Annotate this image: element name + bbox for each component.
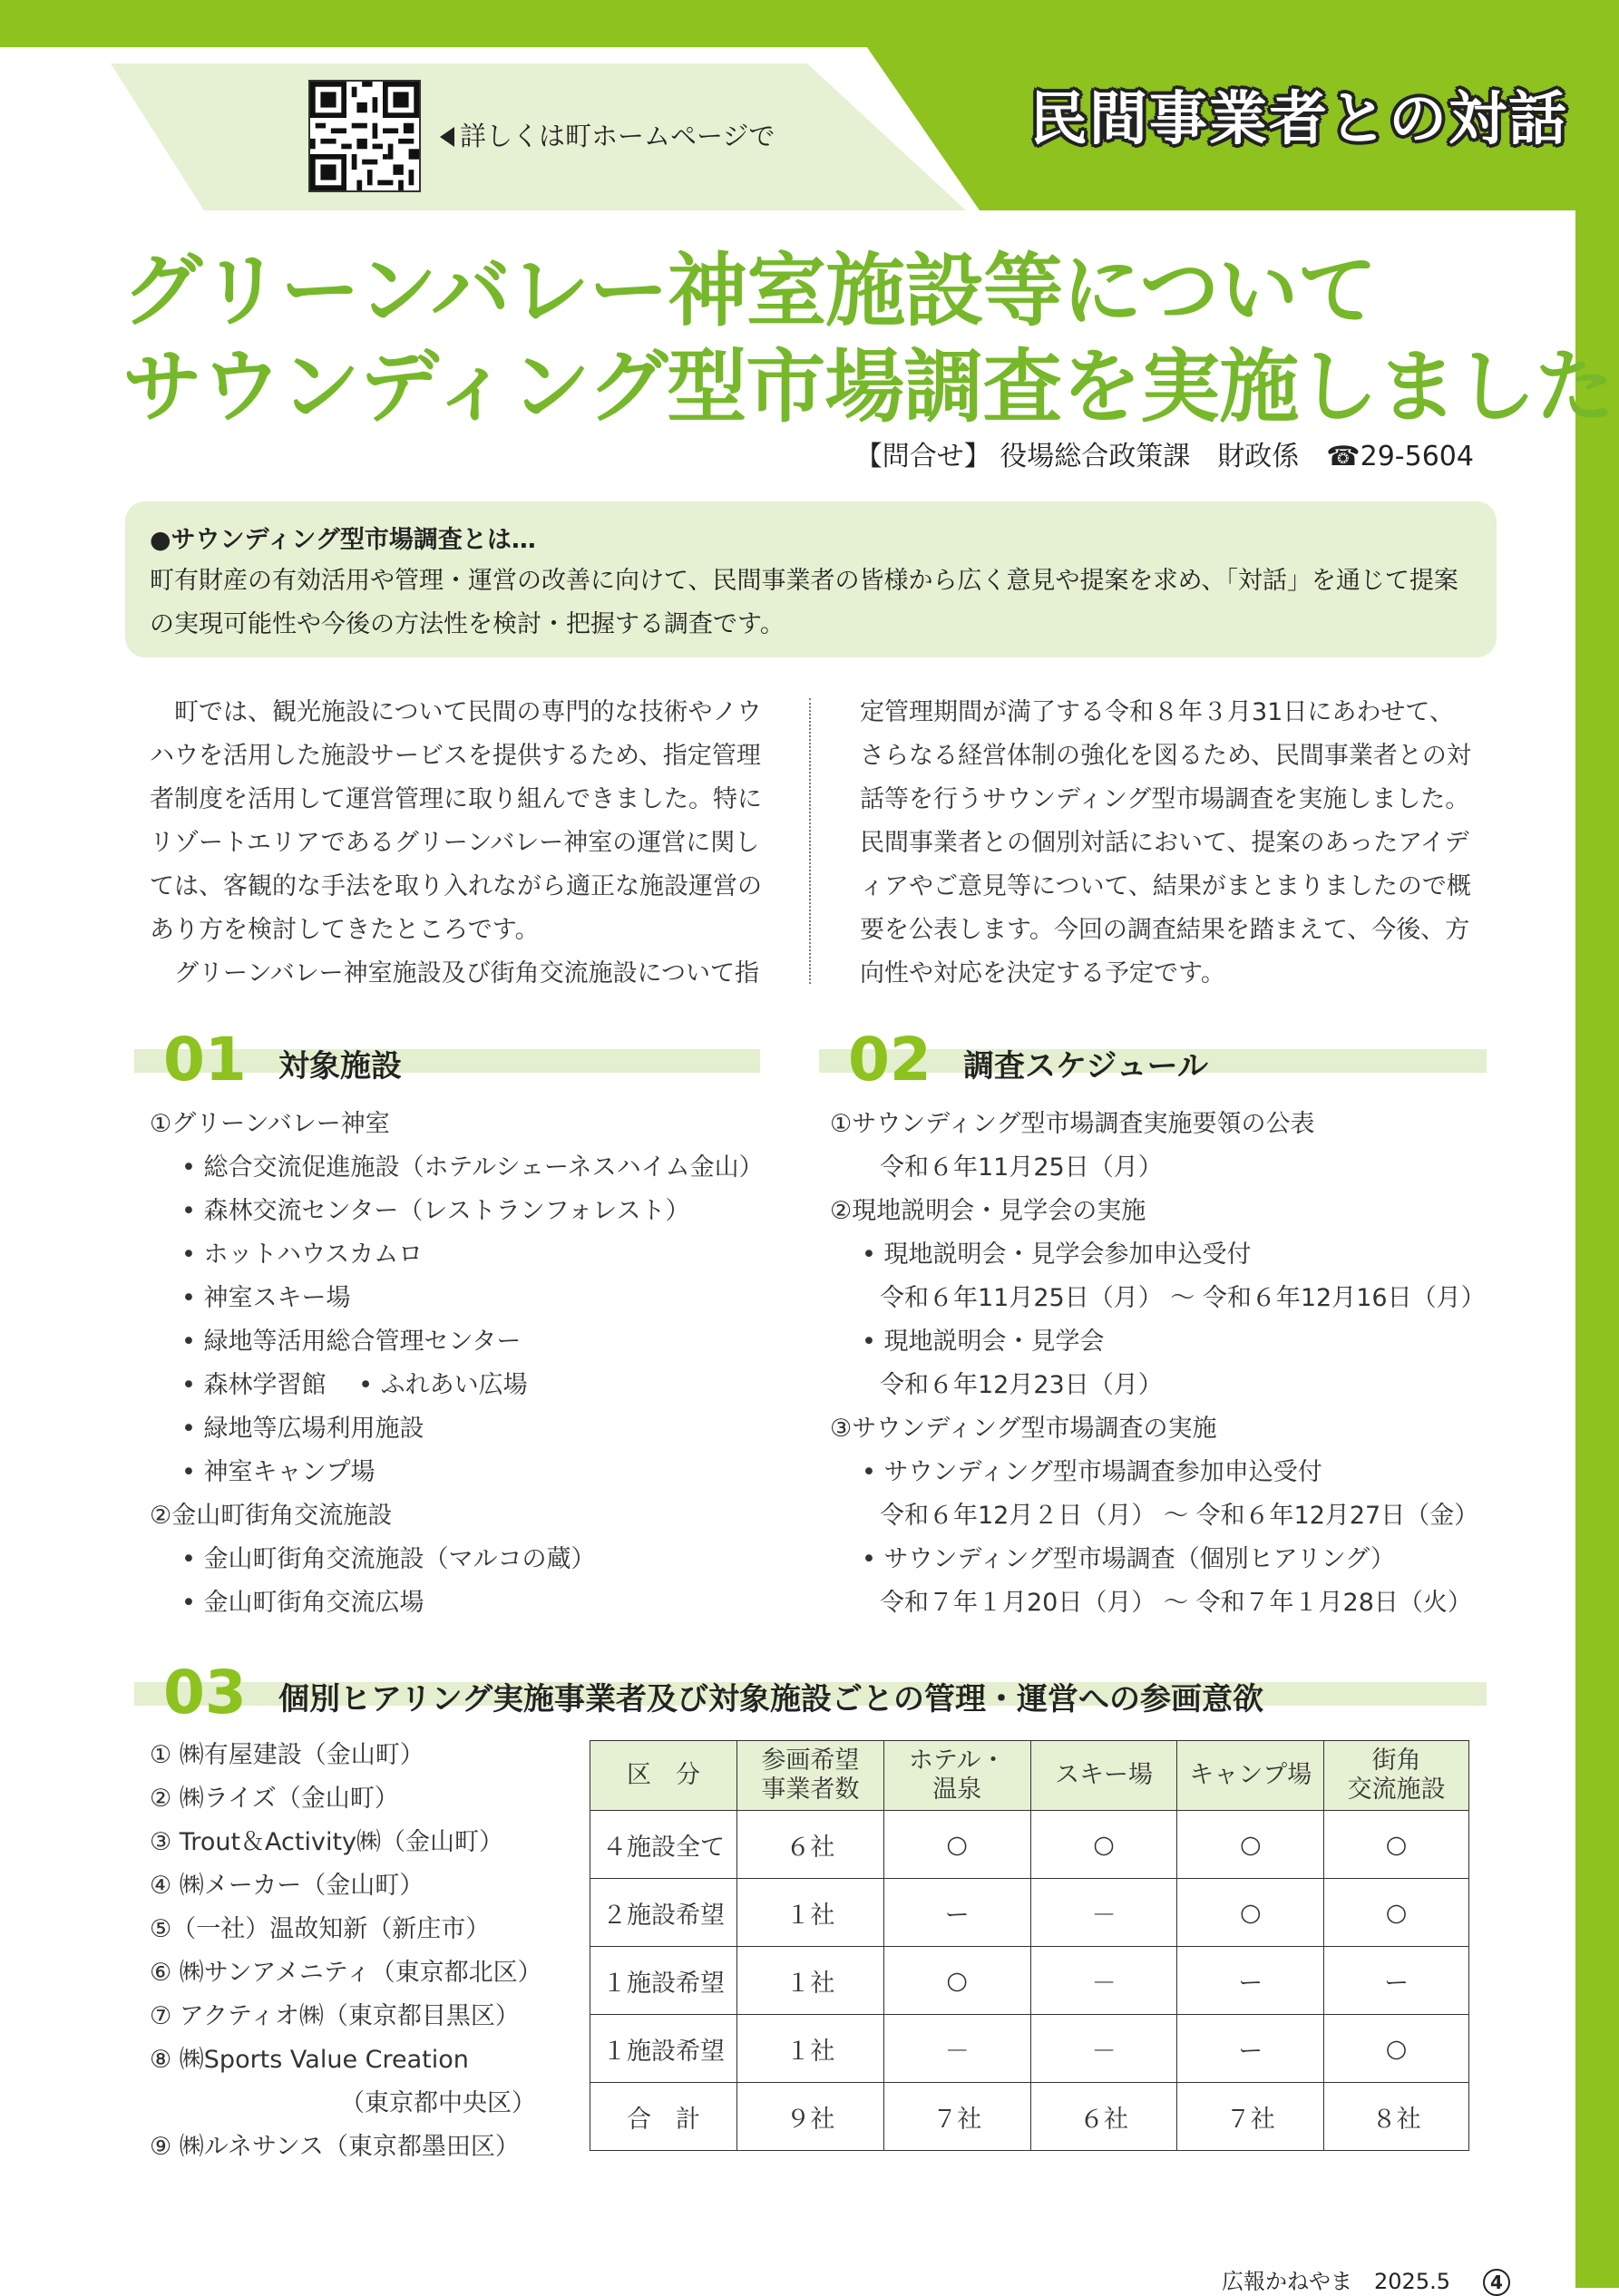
table-cell: －: [1030, 2015, 1177, 2083]
table-cell: ６社: [736, 1811, 883, 1879]
table-cell: １社: [736, 1879, 883, 1947]
body-line: さらなる経営体制の強化を図るため、民間事業者との対: [860, 742, 1471, 770]
table-row: [590, 2083, 1469, 2151]
facility-item: • 神室スキー場: [181, 1284, 351, 1312]
schedule-item: ②現地説明会・見学会の実施: [830, 1197, 1146, 1225]
table-cell: ８社: [1324, 2083, 1469, 2151]
table-header-text: 街角: [1371, 1746, 1421, 1775]
table-header-text: 温泉: [932, 1776, 982, 1804]
facility-item: • 神室キャンプ場: [181, 1458, 375, 1486]
company-item: （東京都中央区）: [340, 2089, 536, 2117]
table-header-text: ホテル・: [908, 1746, 1006, 1775]
column-divider: [809, 698, 811, 984]
table-header-row: [590, 1741, 1469, 1811]
schedule-list: [830, 1103, 1486, 1625]
schedule-item: • 現地説明会・見学会参加申込受付: [862, 1240, 1252, 1269]
table-header-cell: [590, 1741, 737, 1811]
body-line: 話等を行うサウンディング型市場調査を実施しました。: [860, 785, 1470, 813]
table-cell: －: [883, 2015, 1030, 2083]
section-1-title: 対象施設: [278, 1048, 402, 1085]
table-header-text: 参画希望: [761, 1746, 860, 1775]
table-row: [590, 1879, 1469, 1947]
facility-item: • 森林交流センター（レストランフォレスト）: [181, 1197, 690, 1225]
body-line: 向性や対応を決定する予定です。: [860, 959, 1225, 987]
company-item: ④ ㈱メーカー（金山町）: [150, 1872, 424, 1900]
table-cell: ７社: [883, 2083, 1030, 2151]
title-line-2: サウンディング型市場調査を実施しました: [122, 340, 1614, 433]
table-header-text: スキー場: [1055, 1761, 1154, 1789]
schedule-item: ③サウンディング型市場調査の実施: [830, 1415, 1217, 1443]
schedule-item: 令和６年12月23日（月）: [880, 1371, 1163, 1399]
facility-item: • 緑地等活用総合管理センター: [181, 1328, 522, 1356]
body-line: ハウを活用した施設サービスを提供するため、指定管理: [150, 742, 761, 770]
table-cell: ２施設希望: [590, 1879, 737, 1947]
table-cell: ○: [883, 1947, 1030, 2015]
body-line: グリーンバレー神室施設及び街角交流施設について指: [150, 959, 760, 987]
table-cell: ○: [1324, 1879, 1469, 1947]
schedule-item: • サウンディング型市場調査参加申込受付: [862, 1458, 1322, 1486]
body-line: 町では、観光施設について民間の専門的な技術やノウ: [150, 698, 762, 726]
schedule-item: 令和６年11月25日（月） ～ 令和６年12月16日（月）: [880, 1284, 1486, 1312]
intro-line: の実現可能性や今後の方法性を検討・把握する調査です。: [150, 610, 785, 638]
section-2-number: 02: [848, 1025, 931, 1094]
table-cell: －: [1030, 1879, 1177, 1947]
company-item: ② ㈱ライズ（金山町）: [150, 1785, 399, 1813]
table-cell: ７社: [1177, 2083, 1324, 2151]
table-header-cell: [1177, 1741, 1324, 1811]
table-header-text: 区 分: [626, 1761, 700, 1789]
facility-item: • 緑地等広場利用施設: [181, 1415, 424, 1443]
table-cell: 合 計: [590, 2083, 737, 2151]
company-item: ③ Trout＆Activity㈱（金山町）: [150, 1828, 504, 1856]
table-row: [590, 1947, 1469, 2015]
table-cell: ○: [1177, 1811, 1324, 1879]
table-cell: ○: [1030, 1811, 1177, 1879]
table-header-cell: [1030, 1741, 1177, 1811]
table-cell: ６社: [1030, 2083, 1177, 2151]
facility-item: • 総合交流促進施設（ホテルシェーネスハイム金山）: [181, 1153, 764, 1182]
schedule-item: 令和６年11月25日（月）: [880, 1153, 1163, 1182]
facility-item: • 金山町街角交流施設（マルコの蔵）: [181, 1545, 596, 1573]
page-footer: [1222, 2263, 1510, 2296]
body-column-right: [860, 691, 1471, 996]
table-cell: ー: [1324, 1947, 1469, 2015]
body-line: 定管理期間が満了する令和８年３月31日にあわせて、: [860, 698, 1454, 726]
table-cell: ○: [1324, 1811, 1469, 1879]
table-cell: －: [1030, 1947, 1177, 2015]
qr-code-icon[interactable]: [308, 80, 421, 192]
section-1-number: 01: [163, 1025, 247, 1094]
schedule-item: • サウンディング型市場調査（個別ヒアリング）: [862, 1545, 1395, 1573]
company-item: ⑨ ㈱ルネサンス（東京都墨田区）: [150, 2133, 520, 2161]
body-line: リゾートエリアであるグリーンバレー神室の運営に関し: [150, 829, 760, 857]
table-header-text: 交流施設: [1347, 1776, 1446, 1804]
body-line: 要を公表します。今回の調査結果を踏まえて、今後、方: [860, 916, 1470, 944]
facility-item: ②金山町街角交流施設: [150, 1502, 393, 1530]
facility-item: • 金山町街角交流広場: [181, 1589, 424, 1617]
body-column-left: [150, 691, 762, 996]
company-item: ① ㈱有屋建設（金山町）: [150, 1741, 424, 1769]
qr-note-text: 詳しくは町ホームページで: [460, 121, 775, 151]
company-item: ⑤（一社）温故知新（新庄市）: [150, 1915, 491, 1943]
schedule-item: ①サウンディング型市場調査実施要領の公表: [830, 1110, 1315, 1138]
body-line: 民間事業者との個別対話において、提案のあったアイデ: [860, 829, 1469, 857]
schedule-item: 令和６年12月２日（月） ～ 令和６年12月27日（金）: [880, 1502, 1479, 1530]
table-cell: ○: [1324, 2015, 1469, 2083]
table-row: [590, 1811, 1469, 1879]
facility-item: ①グリーンバレー神室: [150, 1110, 390, 1138]
table-cell: ー: [883, 1879, 1030, 1947]
schedule-item: • 現地説明会・見学会: [862, 1328, 1105, 1356]
table-row: [590, 2015, 1469, 2083]
table-header-text: キャンプ場: [1189, 1761, 1312, 1789]
table-cell: ー: [1177, 1947, 1324, 2015]
page-title: [122, 243, 1614, 435]
table-cell: １施設希望: [590, 1947, 737, 2015]
facility-item: • ホットハウスカムロ: [181, 1240, 424, 1269]
inquiry-contact: 【問合せ】 役場総合政策課 財政係 ☎29-5604: [854, 441, 1474, 472]
table-cell: １社: [736, 2015, 883, 2083]
section-3-title: 個別ヒアリング実施事業者及び対象施設ごとの管理・運営への参画意欲: [278, 1681, 1263, 1717]
table-cell: １施設希望: [590, 2015, 737, 2083]
company-item: ⑦ アクティオ㈱（東京都目黒区）: [150, 2002, 520, 2030]
intro-heading: ●サウンディング型市場調査とは…: [150, 526, 536, 554]
section-label: 民間事業者との対話: [1029, 86, 1568, 153]
intro-text: [150, 559, 1483, 647]
body-line: ィアやご意見等について、結果がまとまりましたので概: [860, 872, 1471, 900]
table-header-cell: [883, 1741, 1030, 1811]
table-header-text: 事業者数: [761, 1776, 860, 1804]
facility-list: [150, 1103, 764, 1625]
table-cell: ９社: [736, 2083, 883, 2151]
publication-name: 広報かねやま 2025.5: [1222, 2269, 1450, 2294]
body-line: 者制度を活用して運営管理に取り組んできました。特に: [150, 785, 762, 813]
qr-note: [440, 116, 775, 153]
section-2-title: 調査スケジュール: [963, 1048, 1208, 1085]
left-triangle-icon: [440, 127, 454, 147]
company-item: ⑧ ㈱Sports Value Creation: [150, 2046, 469, 2074]
title-line-1: グリーンバレー神室施設等について: [122, 244, 1377, 337]
table-cell: ○: [883, 1811, 1030, 1879]
table-cell: ー: [1177, 2015, 1324, 2083]
table-cell: ○: [1177, 1879, 1324, 1947]
table-cell: ４施設全て: [590, 1811, 737, 1879]
company-item: ⑥ ㈱サンアメニティ（東京都北区）: [150, 1959, 542, 1987]
table-body: [590, 1811, 1469, 2151]
participation-table: [590, 1740, 1469, 2151]
intro-line: 町有財産の有効活用や管理・運営の改善に向けて、民間事業者の皆様から広く意見や提案を求め、「対話」を通じて提案: [150, 567, 1458, 595]
body-line: ては、客観的な手法を取り入れながら適正な施設運営の: [150, 872, 762, 900]
company-list: [150, 1734, 542, 2169]
schedule-item: 令和７年１月20日（月） ～ 令和７年１月28日（火）: [880, 1589, 1472, 1617]
page-number: 4: [1483, 2269, 1510, 2296]
table-cell: １社: [736, 1947, 883, 2015]
section-3-number: 03: [163, 1658, 247, 1727]
facility-item: • 森林学習館 • ふれあい広場: [181, 1371, 528, 1399]
table-header-cell: [1324, 1741, 1469, 1811]
body-line: あり方を検討してきたところです。: [150, 916, 540, 944]
table-header-cell: [736, 1741, 883, 1811]
